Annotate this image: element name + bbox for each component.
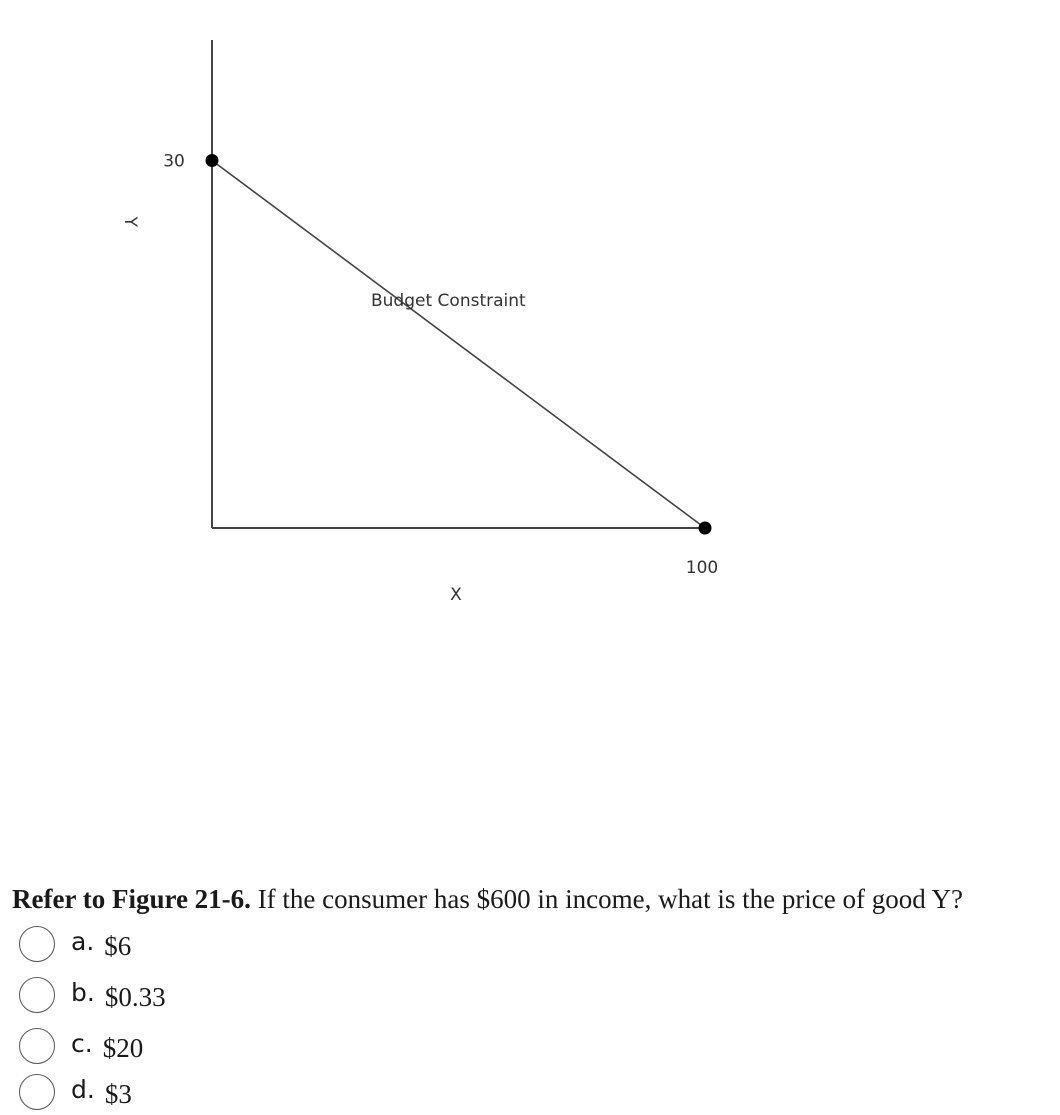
option-text: $0.33 bbox=[104, 981, 166, 1012]
y-intercept-point bbox=[206, 154, 219, 167]
x-axis-label: X bbox=[450, 585, 462, 605]
radio-button-c[interactable] bbox=[19, 1028, 55, 1064]
option-a[interactable] bbox=[19, 924, 131, 964]
budget-constraint-line bbox=[212, 161, 705, 529]
option-b[interactable] bbox=[19, 975, 166, 1015]
option-letter: b. bbox=[71, 977, 95, 1007]
figure-reference: Refer to Figure 21-6. bbox=[12, 884, 251, 914]
question-text bbox=[12, 884, 1057, 915]
option-text: $20 bbox=[102, 1032, 144, 1063]
option-c[interactable] bbox=[19, 1026, 143, 1066]
question-body: If the consumer has $600 in income, what is the price of good Y? bbox=[250, 884, 963, 914]
x-tick-label: 100 bbox=[685, 558, 719, 578]
option-letter: a. bbox=[71, 926, 95, 956]
option-letter: c. bbox=[71, 1028, 93, 1058]
radio-button-b[interactable] bbox=[19, 977, 55, 1013]
radio-button-d[interactable] bbox=[19, 1074, 55, 1110]
y-axis-label: Y bbox=[120, 216, 140, 227]
budget-constraint-label: Budget Constraint bbox=[371, 291, 526, 311]
radio-button-a[interactable] bbox=[19, 926, 55, 962]
x-intercept-point bbox=[699, 522, 712, 535]
option-d[interactable] bbox=[19, 1072, 132, 1112]
option-text: $3 bbox=[104, 1078, 132, 1109]
option-text: $6 bbox=[104, 930, 132, 961]
option-letter: d. bbox=[71, 1074, 95, 1104]
y-tick-label: 30 bbox=[163, 151, 185, 172]
